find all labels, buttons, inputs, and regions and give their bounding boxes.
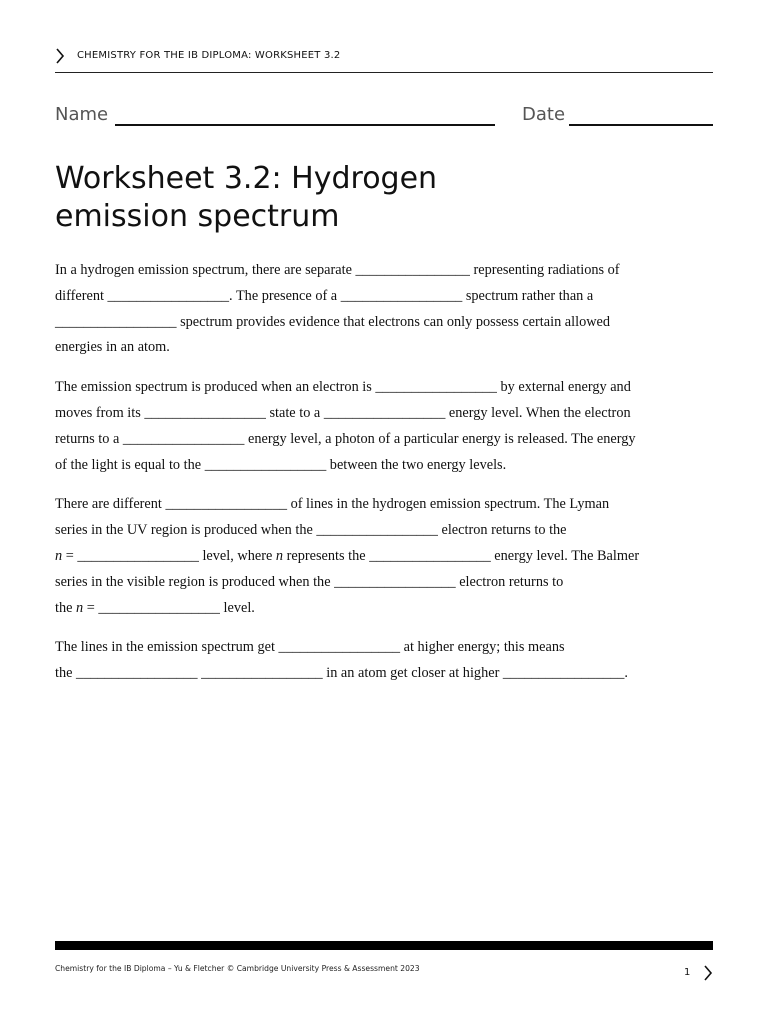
name-date-row [55,104,713,128]
page-header [55,46,713,73]
text-line: moves from its _________________ state to a _________________ energy level. When the electron [55,404,631,421]
paragraph [55,492,705,621]
text-line: the _________________ _________________ in an atom get closer at higher _________________. [55,665,628,682]
text-line: of the light is equal to the _________________ between the two energy levels. [55,456,507,473]
text-line: different _________________. The presence of a _________________ spectrum rather than a [55,287,594,304]
chevron-right-icon[interactable] [703,965,713,981]
text-line: series in the UV region is produced when the _________________ electron returns to the [55,522,567,539]
footer-credit: Chemistry for the IB Diploma – Yu & Fletcher © Cambridge University Press & Assessment 2023 [55,964,420,973]
page-number: 1 [684,967,691,978]
worksheet-body [55,258,705,701]
name-field-line [115,124,495,126]
footer-rule [55,941,713,950]
text-line: The lines in the emission spectrum get _________________ at higher energy; this means [55,639,565,656]
chevron-right-icon [55,48,65,64]
paragraph [55,635,705,687]
text-line: In a hydrogen emission spectrum, there are separate ________________ representing radiations of [55,262,620,278]
text-line: series in the visible region is produced when the _________________ electron returns to [55,573,564,590]
header-title: CHEMISTRY FOR THE IB DIPLOMA: WORKSHEET 3.2 [77,50,341,61]
worksheet-title-line2: emission spectrum [55,199,340,234]
worksheet-title [55,160,615,236]
name-label: Name [55,104,109,125]
text-line: The emission spectrum is produced when an electron is _________________ by external energy and [55,379,631,396]
text-line: _________________ spectrum provides evidence that electrons can only possess certain allowed [55,313,611,330]
text-line: n = _________________ level, where n represents the _________________ energy level. The Balmer [55,547,640,564]
text-line: the n = _________________ level. [55,599,255,616]
date-field-line [569,124,713,126]
paragraph [55,258,705,361]
text-line: There are different _________________ of lines in the hydrogen emission spectrum. The Lyman [55,496,610,513]
text-line: returns to a _________________ energy level, a photon of a particular energy is released. The energy [55,430,636,447]
paragraph [55,375,705,478]
text-line: energies in an atom. [55,339,170,356]
date-label: Date [522,104,566,125]
worksheet-title-line1: Worksheet 3.2: Hydrogen [55,161,438,196]
